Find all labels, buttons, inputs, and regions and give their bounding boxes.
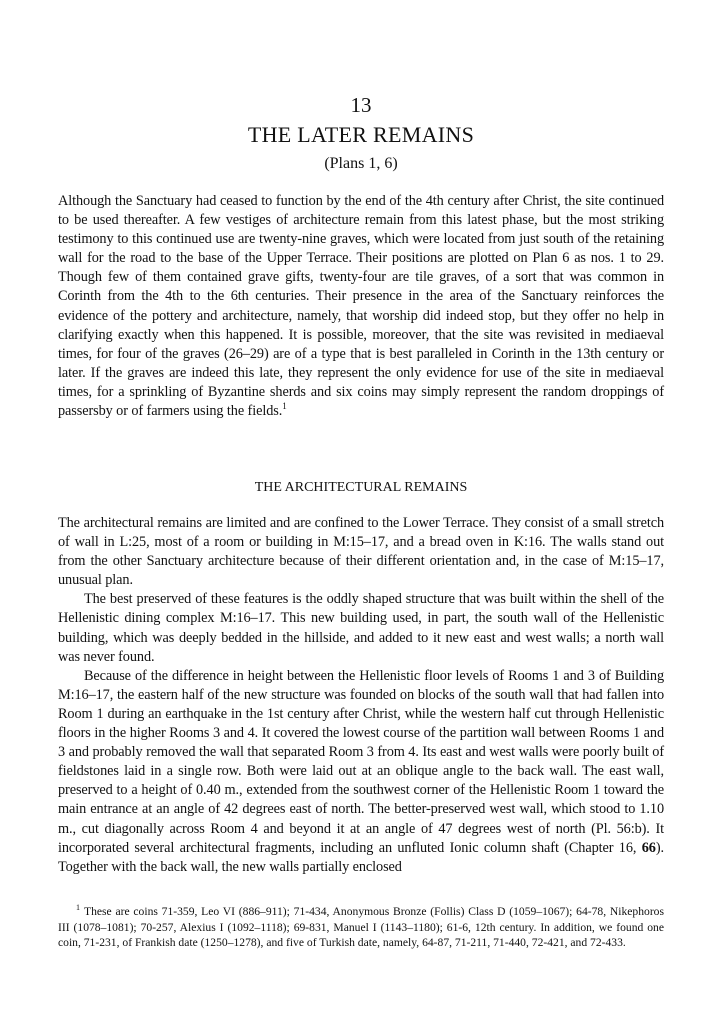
intro-text: Although the Sanctuary had ceased to function by the end of the 4th century after Christ, the site continued to be used thereafter. A few vestiges of architecture remain from this latest phase, but the most striking testimony to this continued use are twenty-nine graves, which were located from just south of the retaining wall for the road to the base of the Upper Terrace. Their positions are plotted on Plan 6 as nos. 1 to 29. Though few of them contained grave gifts, twenty-four are tile graves, of a sort that was common in Corinth from the 4th to the 6th centuries. Their presence in the area of the Sanctuary reinforces the evidence of the pottery and architecture, namely, that worship did indeed stop, but they offer no help in clarifying exactly when this happened. It is possible, moreover, that the site was revisited in mediaeval times, for four of the graves (26–29) are of a type that is best paralleled in Corinth in the 13th century or later. If the graves are indeed this late, they represent the only evidence for use of the site in mediaeval times, for a sprinkling of Byzantine sherds and six coins may simply represent the random droppings of passersby or of farmers using the fields.: [58, 193, 664, 420]
paragraph-3: [58, 667, 664, 877]
chapter-plans-reference: (Plans 1, 6): [324, 155, 398, 172]
chapter-number: 13: [350, 93, 372, 117]
paragraph-3-tail: ). Together with the back wall, the new walls partially enclosed: [58, 839, 664, 875]
footnote-text: These are coins 71-359, Leo VI (886–911); 71-434, Anonymous Bronze (Follis) Class D (1059–1067); 64-78, Nikephoros III (1078–1081); 70-257, Alexius I (1092–1118); 69-831, Manuel I (1143–1180); 61-6, 12th century. In addition, we found one coin, 71-231, of Frankish date (1250–1278), and five of Turkish date, namely, 64-87, 71-211, 71-440, 72-421, and 72-433.: [58, 905, 664, 950]
architectural-remains-text: [58, 514, 664, 877]
footnote-marker: 1: [76, 903, 80, 913]
paragraph-2: The best preserved of these features is the oddly shaped structure that was built within the shell of the Hellenistic dining complex M:16–17. This new building used, in part, the south wall of the Hellenistic building, which was deeply bedded in the hillside, and added to it new east and west walls; a north wall was never found.: [58, 591, 664, 665]
catalogue-number-ref: 66: [641, 839, 656, 856]
section-heading: THE ARCHITECTURAL REMAINS: [254, 480, 468, 495]
footnote: [58, 904, 664, 951]
chapter-title: THE LATER REMAINS: [247, 122, 475, 147]
intro-paragraph: [58, 192, 664, 421]
paragraph-3-text: Because of the difference in height between the Hellenistic floor levels of Rooms 1 and 3 of Building M:16–17, the eastern half of the new structure was founded on blocks of the south wall that had fallen into Room 1 during an earthquake in the 1st century after Christ, while the western half cut through Hellenistic floors in the higher Rooms 3 and 4. It covered the lowest course of the partition wall between Rooms 1 and 3 and probably removed the wall that separated Room 3 from 4. Its east and west walls were poorly built of fieldstones laid in a single row. Both were laid out at an oblique angle to the back wall. The east wall, preserved to a height of 0.40 m., extended from the southwest corner of the Hellenistic Room 1 toward the main entrance at an angle of 42 degrees east of north. The better-preserved west wall, which stood to 1.10 m., cut diagonally across Room 4 and beyond it at an angle of 47 degrees west of north (Pl. 56:b). It incorporated several architectural fragments, including an unfluted Ionic column shaft (Chapter 16,: [58, 667, 664, 856]
paragraph-1: The architectural remains are limited and are confined to the Lower Terrace. They consist of a small stretch of wall in L:25, most of a room or building in M:15–17, and a bread oven in K:16. The walls stand out from the other Sanctuary architecture because of their different orientation and, in the case of M:15–17, unusual plan.: [58, 515, 664, 589]
footnote-reference: 1: [282, 401, 287, 412]
